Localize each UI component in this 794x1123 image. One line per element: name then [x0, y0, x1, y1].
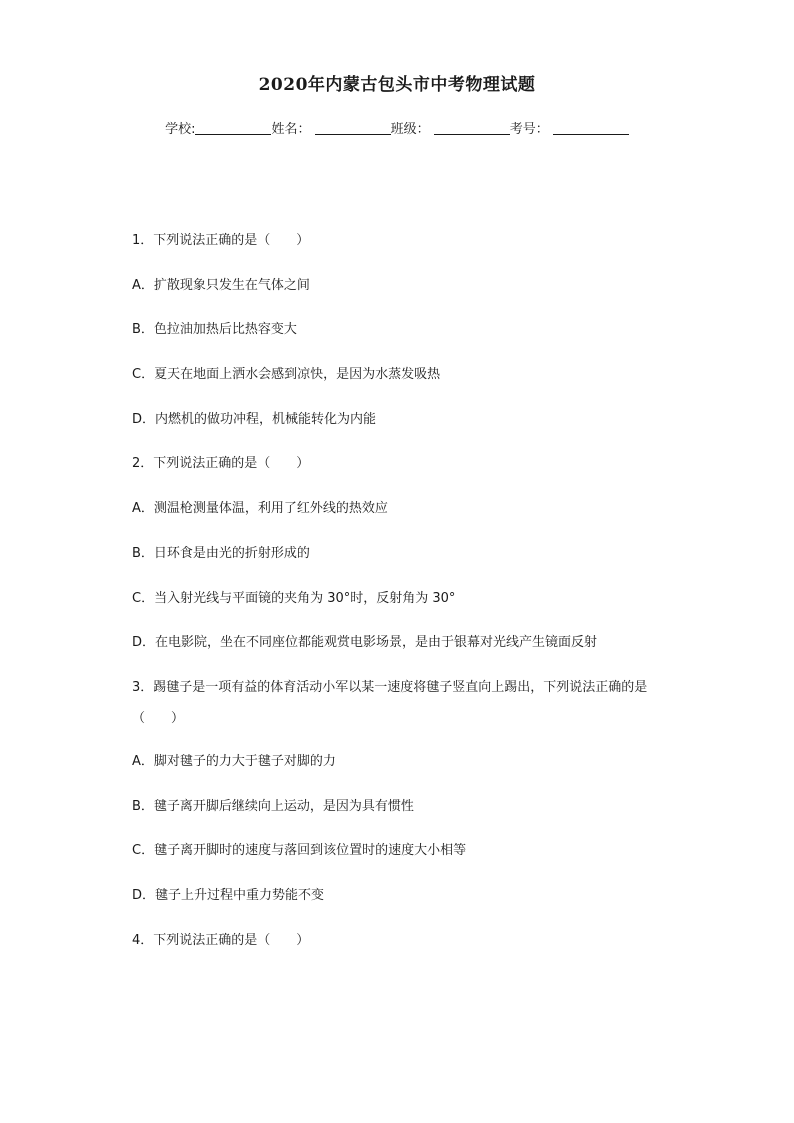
school-blank — [195, 122, 271, 135]
question-2-stem — [132, 454, 672, 474]
question-3-option-c — [132, 841, 672, 861]
exam-number-field — [510, 122, 629, 137]
option-letter: B． — [132, 545, 154, 561]
exam-number-label: 考号： — [509, 122, 549, 137]
option-letter: C． — [132, 843, 155, 859]
option-text: 毽子离开脚时的速度与落回到该位置时的速度大小相等 — [154, 843, 467, 859]
option-letter: A． — [132, 277, 154, 293]
option-text: 在电影院，坐在不同座位都能观赏电影场景，是由于银幕对光线产生镜面反射 — [155, 635, 598, 651]
option-text: 毽子上升过程中重力势能不变 — [155, 887, 325, 903]
question-list — [132, 231, 672, 975]
option-text: 扩散现象只发生在气体之间 — [153, 277, 310, 293]
option-text: 日环食是由光的折射形成的 — [153, 545, 310, 561]
question-number: 2． — [132, 456, 154, 472]
question-text: 下列说法正确的是（ ） — [153, 932, 310, 948]
question-2-option-d — [132, 633, 672, 653]
question-text: 下列说法正确的是（ ） — [153, 456, 310, 472]
school-field — [165, 122, 271, 137]
option-text: 内燃机的做功冲程，机械能转化为内能 — [155, 411, 377, 427]
question-text: 踢毽子是一项有益的体育活动小军以某一速度将毽子竖直向上踢出，下列说法正确的是（ ） — [132, 679, 648, 726]
class-label: 班级： — [390, 122, 430, 137]
name-field — [271, 122, 390, 137]
question-2-option-c — [132, 589, 672, 609]
question-1-option-c — [132, 365, 672, 385]
class-blank — [434, 122, 510, 135]
option-letter: B． — [132, 322, 154, 338]
option-text: 当入射光线与平面镜的夹角为 30°时，反射角为 30° — [154, 590, 456, 606]
exam-title: 2020年内蒙古包头市中考物理试题 — [258, 75, 536, 95]
name-blank — [315, 122, 391, 135]
option-letter: A． — [132, 501, 154, 517]
option-text: 毽子离开脚后继续向上运动，是因为具有惯性 — [153, 798, 414, 814]
option-text: 夏天在地面上洒水会感到凉快，是因为水蒸发吸热 — [154, 367, 441, 383]
question-2-option-b — [132, 544, 672, 564]
option-letter: D． — [132, 635, 156, 651]
question-1-option-d — [132, 410, 672, 430]
question-3-option-a — [132, 752, 672, 772]
question-1-stem — [132, 231, 672, 251]
question-number: 4． — [132, 932, 154, 948]
option-letter: A． — [132, 753, 154, 769]
question-number: 1． — [132, 233, 154, 248]
question-4-stem — [132, 931, 672, 951]
option-letter: C． — [132, 367, 155, 383]
option-letter: C． — [132, 590, 155, 606]
question-3-stem — [132, 672, 672, 734]
option-letter: D． — [132, 411, 156, 427]
option-letter: D． — [132, 887, 156, 903]
question-text: 下列说法正确的是（ ） — [153, 233, 310, 248]
class-field — [391, 122, 510, 137]
question-1-option-a — [132, 276, 672, 296]
student-info-row — [0, 118, 794, 137]
question-2-option-a — [132, 499, 672, 519]
option-text: 脚对毽子的力大于毽子对脚的力 — [153, 753, 336, 769]
school-label: 学校: — [165, 122, 196, 137]
question-1-option-b — [132, 320, 672, 340]
name-label: 姓名： — [271, 122, 311, 137]
option-text: 测温枪测量体温，利用了红外线的热效应 — [153, 501, 388, 517]
exam-number-blank — [553, 122, 629, 135]
option-text: 色拉油加热后比热容变大 — [153, 322, 297, 338]
question-3-option-b — [132, 797, 672, 817]
option-letter: B． — [132, 798, 154, 814]
question-number: 3． — [132, 679, 154, 695]
question-3-option-d — [132, 886, 672, 906]
